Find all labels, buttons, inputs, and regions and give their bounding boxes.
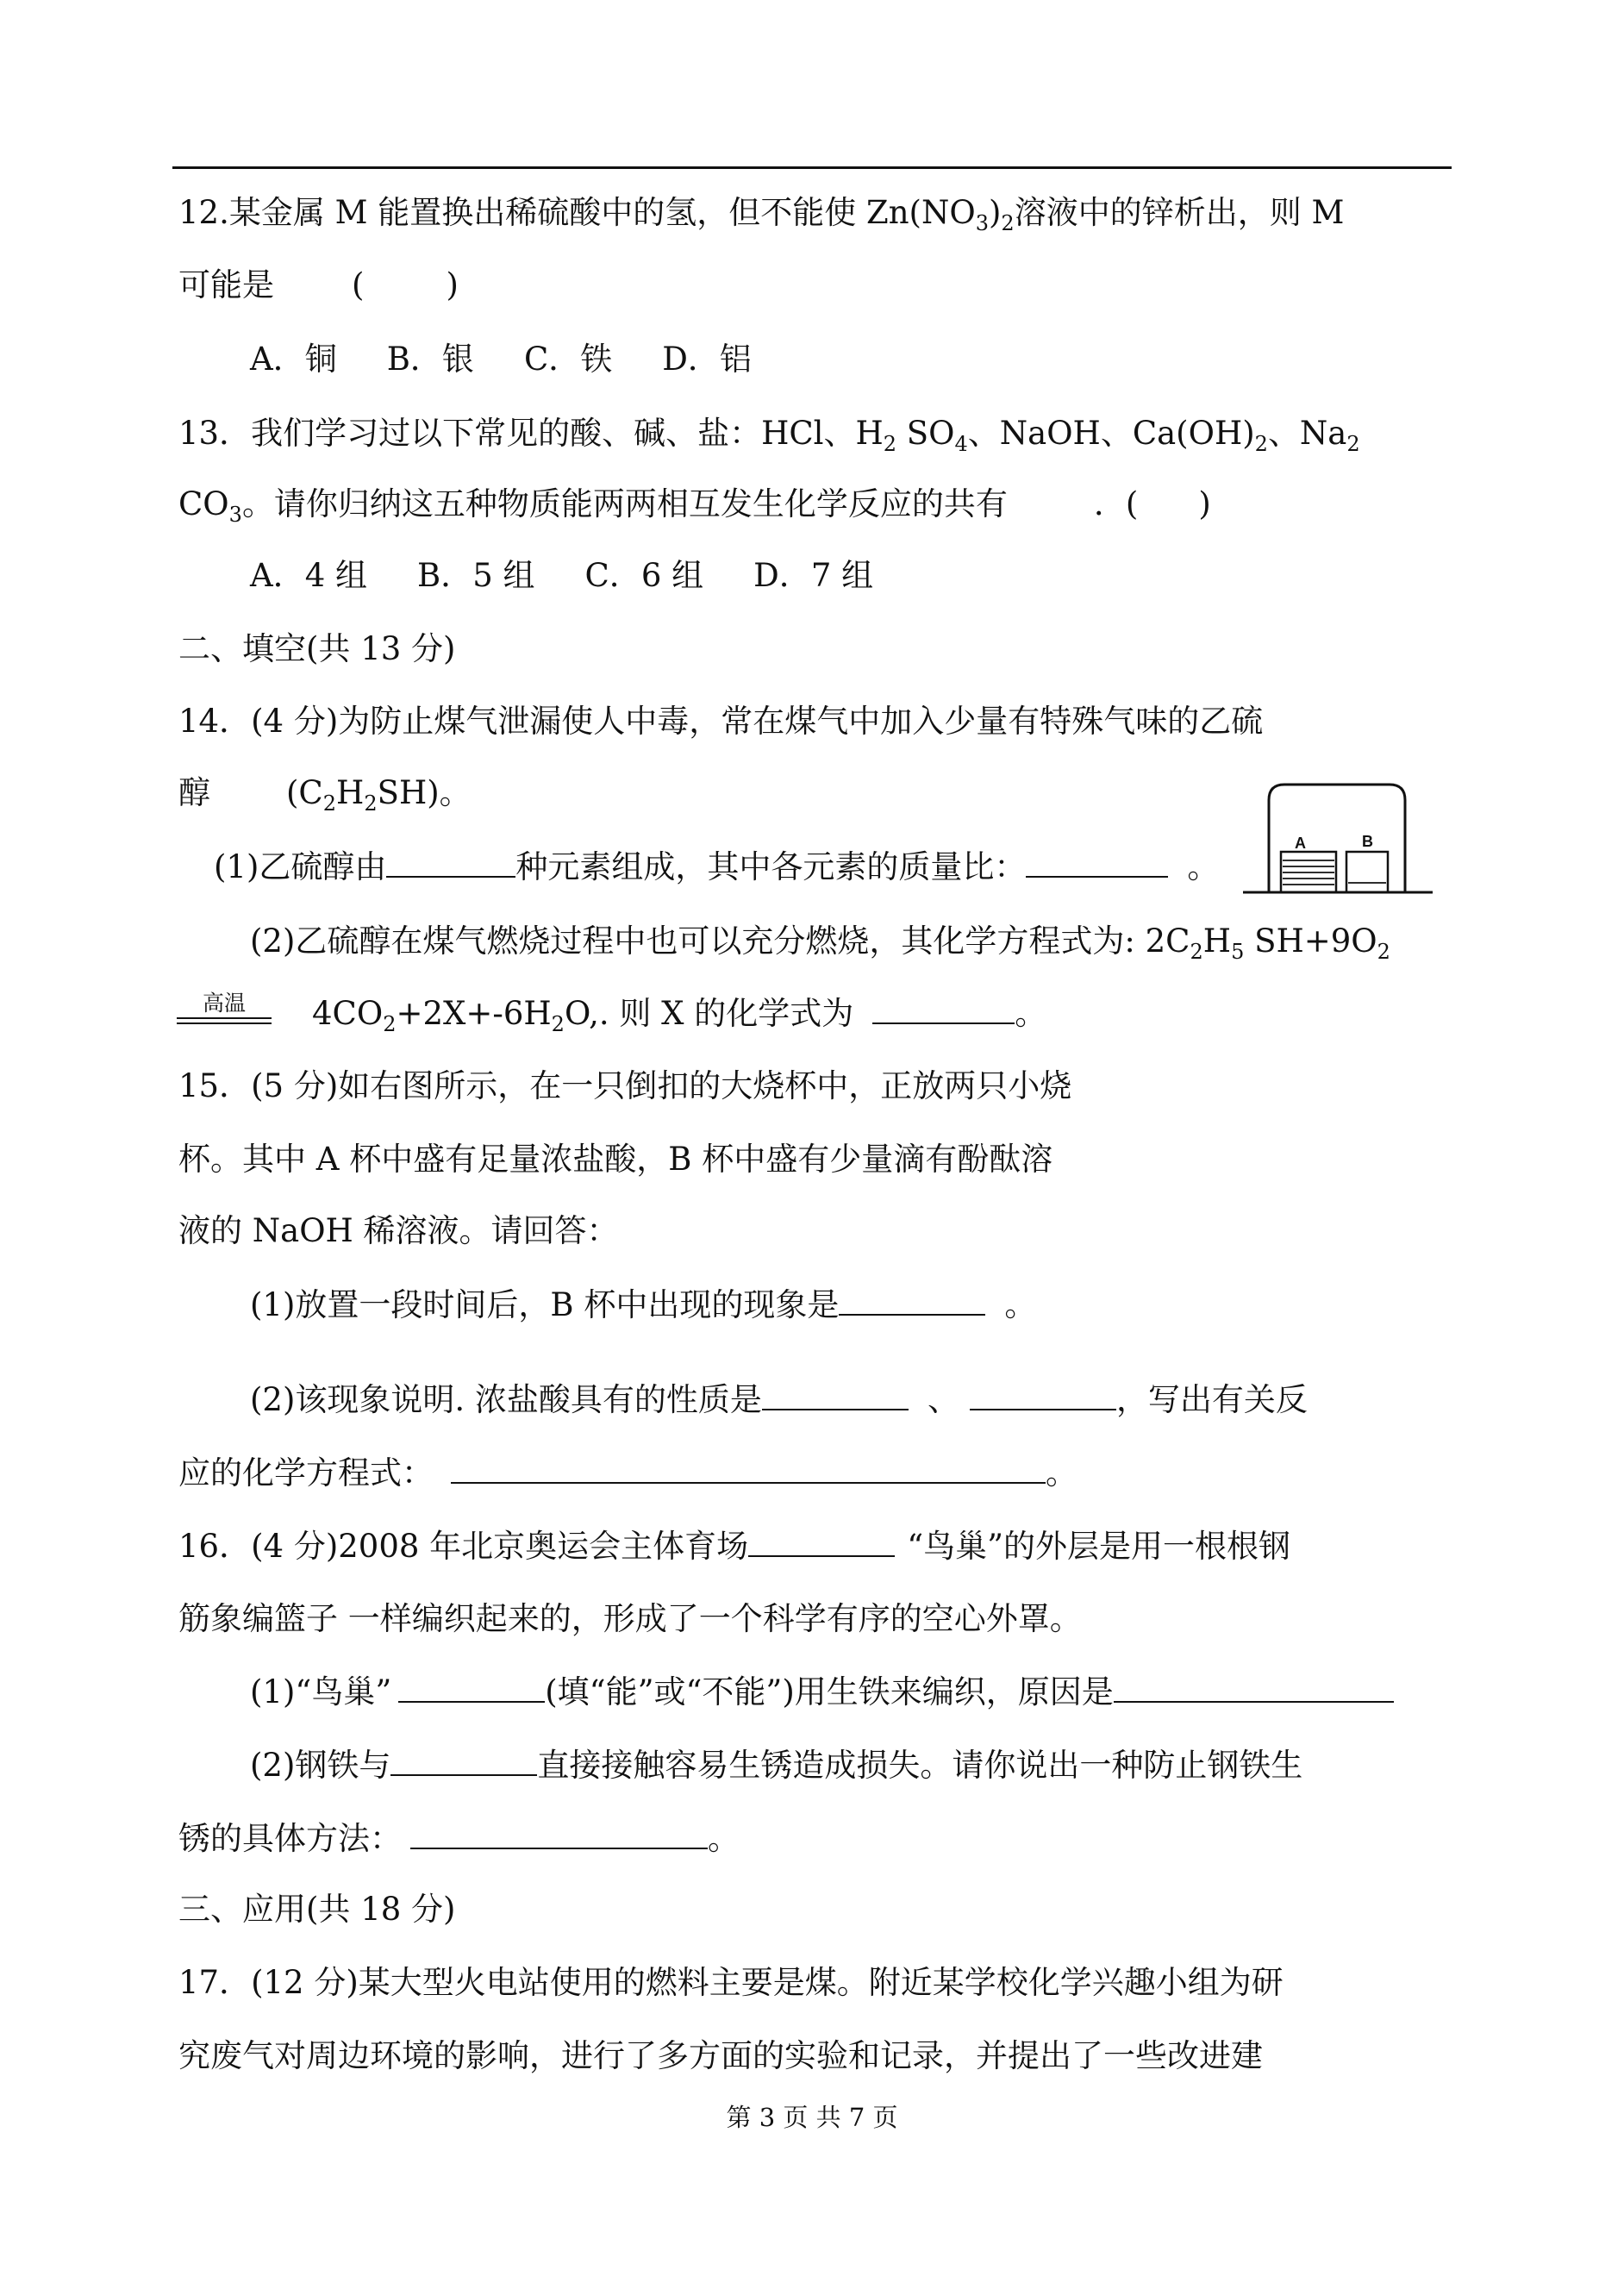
blank-stadium[interactable] bbox=[748, 1524, 895, 1557]
blank-property-1[interactable] bbox=[762, 1378, 909, 1410]
beaker-a-label: A bbox=[1295, 835, 1306, 852]
blank-can-or-cannot[interactable] bbox=[398, 1670, 545, 1703]
blank-x-formula[interactable] bbox=[872, 991, 1015, 1024]
q17-stem-line1: 17．(12 分)某大型火电站使用的燃料主要是煤。附近某学校化学兴趣小组为研 bbox=[178, 1964, 1284, 2001]
q12-stem-line1: 12.某金属 M 能置换出稀硫酸中的氢，但不能使 $Zn(NO_3)_2$溶液中的锌析出，则 M bbox=[178, 194, 1345, 235]
q14-stem-line1: 14．(4 分)为防止煤气泄漏使人中毒，常在煤气中加入少量有特殊气味的乙硫 bbox=[178, 703, 1264, 740]
q15-part3: 应的化学方程式： 。 bbox=[178, 1451, 1077, 1495]
option-b[interactable]: B．5 组 bbox=[417, 557, 535, 594]
blank-b-phenomenon[interactable] bbox=[839, 1283, 985, 1316]
q16-part3: 锈的具体方法： 。 bbox=[178, 1817, 740, 1860]
reaction-condition-high-temperature: 高温 bbox=[177, 991, 272, 1024]
q12-stem-line2: 可能是 ( ) bbox=[178, 266, 459, 303]
blank-reason[interactable] bbox=[1114, 1670, 1394, 1703]
blank-rust-prevention[interactable] bbox=[410, 1817, 708, 1849]
page-footer: 第 3 页 共 7 页 bbox=[726, 2103, 898, 2132]
section-title-application: 三、应用(共 18 分) bbox=[178, 1891, 456, 1928]
q16-stem-line2: 筋象编篮子 一样编织起来的，形成了一个科学有序的空心外罩。 bbox=[178, 1600, 1082, 1637]
q13-stem-line2: $CO_3$。请你归纳这五种物质能两两相互发生化学反应的共有 ．( ) bbox=[178, 485, 1211, 527]
q14-part2-equation: $4CO_2+2X+-6H_2O$,. 则 X 的化学式为 。 bbox=[312, 991, 1046, 1035]
option-c[interactable]: C．6 组 bbox=[584, 557, 704, 594]
q14-part1: (1)乙硫醇由 种元素组成，其中各元素的质量比： 。 bbox=[214, 845, 1219, 889]
q13-options bbox=[250, 554, 873, 597]
q16-part1: (1)“鸟巢” (填“能”或“不能”)用生铁来编织，原因是 bbox=[250, 1670, 1394, 1714]
q15-part1: (1)放置一段时间后，B 杯中出现的现象是 。 bbox=[250, 1283, 1036, 1327]
header-rule bbox=[172, 166, 1452, 169]
section-title-fill-in: 二、填空(共 13 分) bbox=[178, 630, 456, 667]
beaker-diagram bbox=[1241, 776, 1435, 897]
blank-property-2[interactable] bbox=[970, 1378, 1116, 1410]
q16-stem-line1: 16．(4 分)2008 年北京奥运会主体育场 “鸟巢”的外层是用一根根钢 bbox=[178, 1524, 1290, 1568]
blank-chemical-equation[interactable] bbox=[451, 1451, 1046, 1484]
q17-stem-line2: 究废气对周边环境的影响，进行了多方面的实验和记录，并提出了一些改进建 bbox=[178, 2037, 1263, 2074]
beaker-b-label: B bbox=[1362, 833, 1373, 850]
option-d[interactable]: D．铝 bbox=[662, 341, 752, 378]
q15-part2: (2)该现象说明. 浓盐酸具有的性质是 、 ，写出有关反 bbox=[250, 1378, 1308, 1422]
blank-mass-ratio[interactable] bbox=[1026, 845, 1168, 878]
q14-stem-line2: 醇 $(C_2H_2SH)$。 bbox=[178, 774, 472, 816]
q14-part2: (2)乙硫醇在煤气燃烧过程中也可以充分燃烧，其化学方程式为: $2C_2H_5$ $SH+9O_2$ bbox=[250, 922, 1390, 964]
blank-element-count[interactable] bbox=[386, 845, 515, 878]
option-c[interactable]: C．铁 bbox=[523, 341, 613, 378]
option-a[interactable]: A．4 组 bbox=[250, 557, 368, 594]
q16-part2: (2)钢铁与 直接接触容易生锈造成损失。请你说出一种防止钢铁生 bbox=[250, 1743, 1302, 1787]
q15-stem-line3: 液的 NaOH 稀溶液。请回答： bbox=[178, 1212, 619, 1249]
q15-stem-line1: 15．(5 分)如右图所示，在一只倒扣的大烧杯中，正放两只小烧 bbox=[178, 1067, 1072, 1104]
blank-contact-substance[interactable] bbox=[390, 1743, 537, 1776]
option-a[interactable]: A．铜 bbox=[250, 341, 337, 378]
option-d[interactable]: D．7 组 bbox=[753, 557, 874, 594]
q13-stem-line1: 13．我们学习过以下常见的酸、碱、盐：HCl、$H_2$ $SO_4$、NaOH、$Ca(OH)_2$、$Na_2$ bbox=[178, 415, 1360, 456]
option-b[interactable]: B．银 bbox=[386, 341, 474, 378]
q15-stem-line2: 杯。其中 A 杯中盛有足量浓盐酸，B 杯中盛有少量滴有酚酞溶 bbox=[178, 1141, 1053, 1178]
q12-options bbox=[250, 338, 752, 381]
